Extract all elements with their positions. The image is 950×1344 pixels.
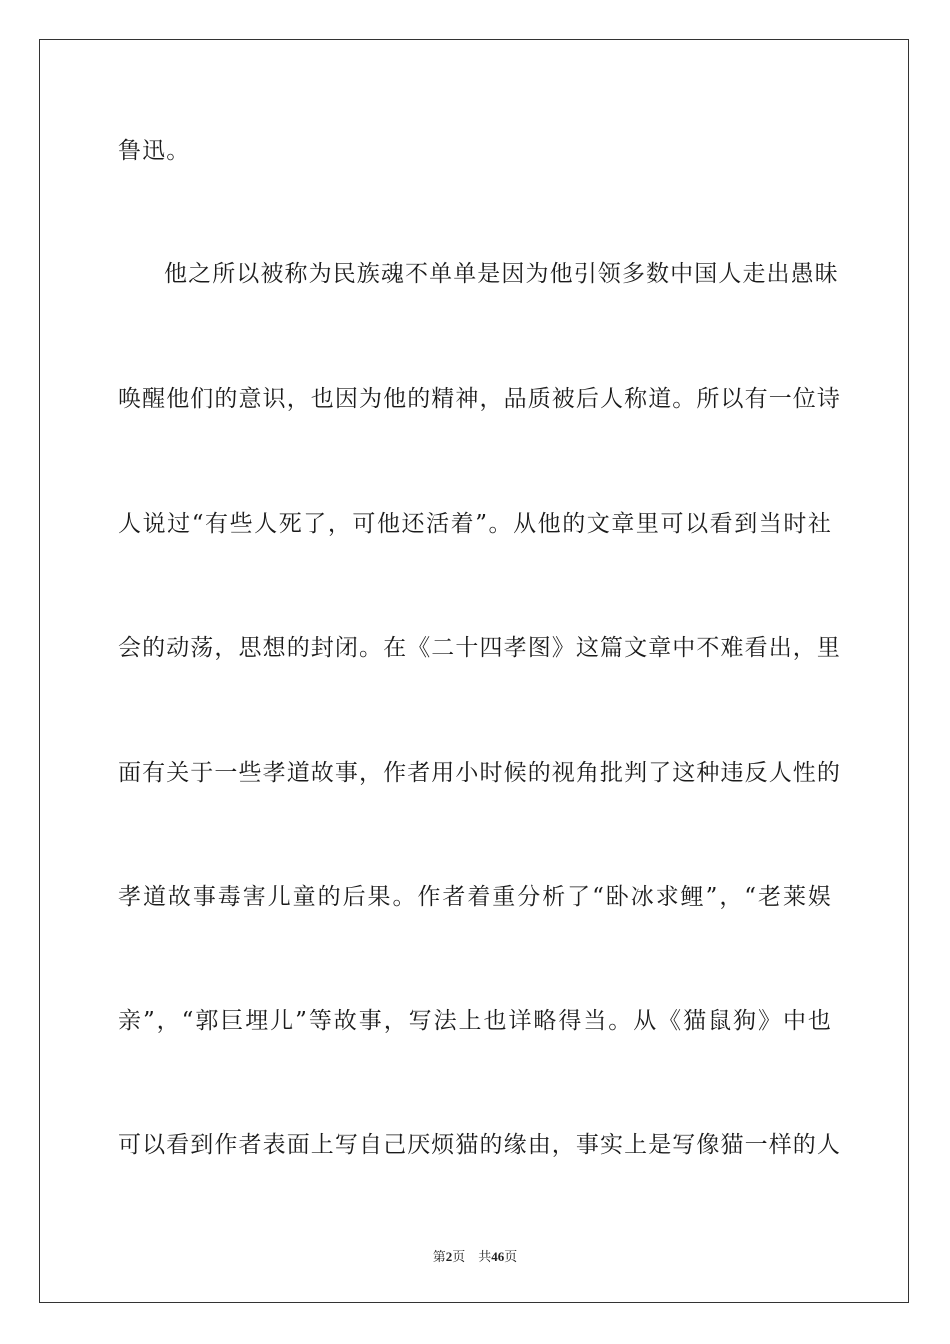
text-line: 可以看到作者表面上写自己厌烦猫的缘由，事实上是写像猫一样的人 [118,1132,841,1158]
text-line: 会的动荡，思想的封闭。在《二十四孝图》这篇文章中不难看出，里 [118,635,841,661]
text-line: 人说过“有些人死了，可他还活着”。从他的文章里可以看到当时社 [118,511,832,537]
text-line: 鲁迅。 [118,138,191,164]
text-line: 面有关于一些孝道故事，作者用小时候的视角批判了这种违反人性的 [118,760,841,786]
page-label-prefix: 第 [432,1249,446,1264]
current-page-number: 2 [445,1249,453,1264]
page-label-suffix: 页 [504,1249,518,1264]
text-line: 亲”，“郭巨埋儿”等故事，写法上也详略得当。从《猫鼠狗》中也 [118,1008,832,1034]
text-line: 唤醒他们的意识，也因为他的精神，品质被后人称道。所以有一位诗 [118,386,841,412]
text-line: 孝道故事毒害儿童的后果。作者着重分析了“卧冰求鲤”，“老莱娱 [118,884,832,910]
paragraph-first-line: 他之所以被称为民族魂不单单是因为他引领多数中国人走出愚昧 [164,261,839,287]
page-border [39,39,909,1303]
total-page-count: 46 [491,1249,505,1264]
page-label-mid: 页 共 [452,1249,492,1264]
page-footer [0,1248,950,1266]
